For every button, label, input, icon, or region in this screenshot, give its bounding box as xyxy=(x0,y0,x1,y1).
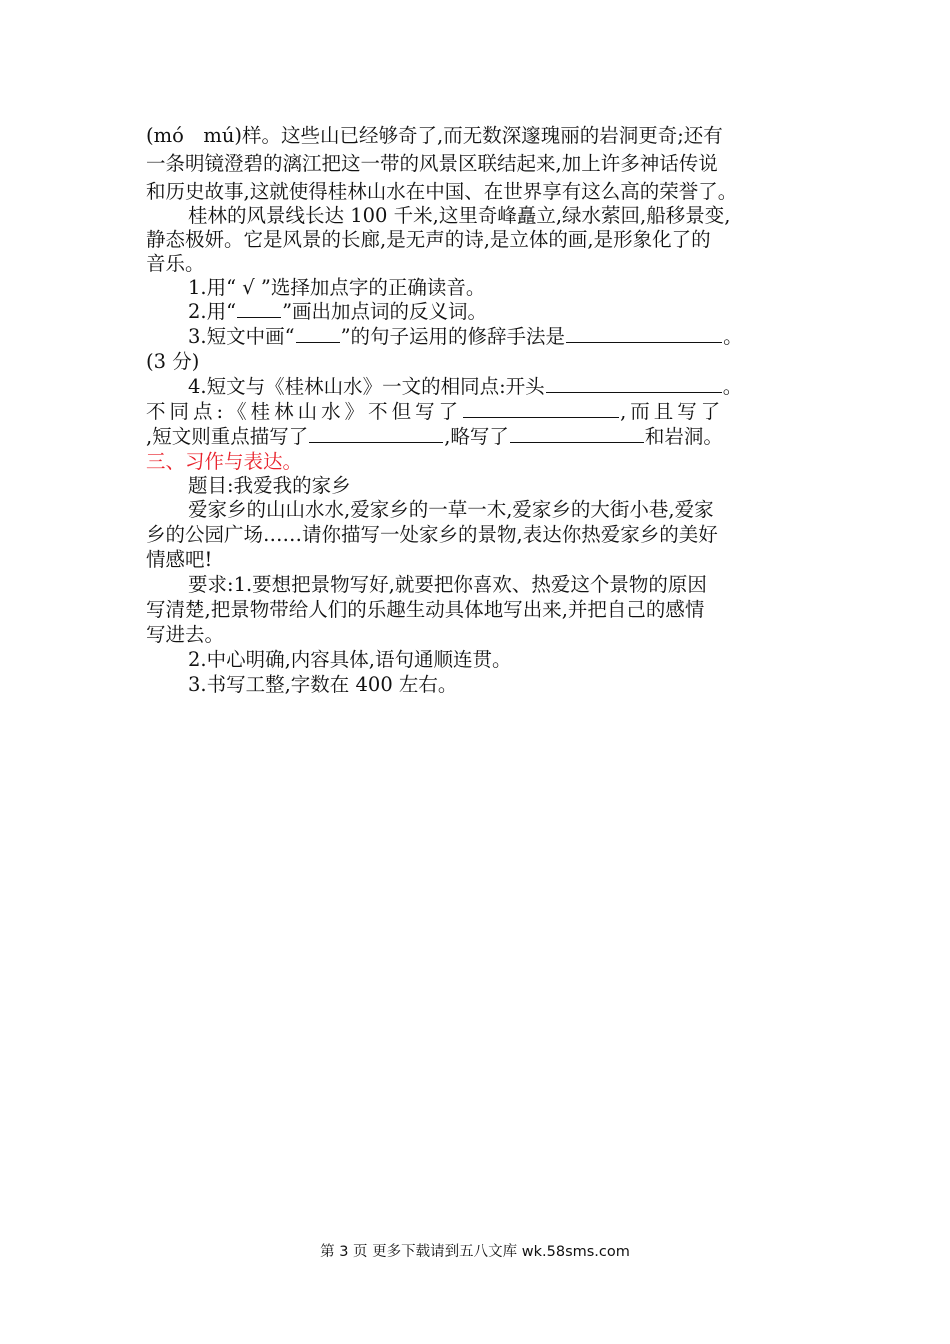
question-3-score: (3 分) xyxy=(146,350,200,373)
passage-line: 和历史故事,这就使得桂林山水在中国、在世界享有这么高的荣誉了。 xyxy=(146,180,738,203)
question-3-text-b: ”的句子运用的修辞手法是 xyxy=(340,325,566,348)
question-4-text-d: ,而且写了 xyxy=(620,400,725,423)
requirement-line: 写清楚,把景物带给人们的乐趣生动具体地写出来,并把自己的感情 xyxy=(146,598,705,621)
question-2-text-b: ”画出加点词的反义词。 xyxy=(282,300,488,323)
question-4-line3 xyxy=(146,423,816,451)
question-2 xyxy=(188,298,816,326)
question-3-text-c: 。 xyxy=(723,325,743,348)
question-3 xyxy=(188,323,828,351)
underline-mark xyxy=(296,323,340,343)
question-2-text-a: 2.用“ xyxy=(188,300,237,323)
section-heading: 三、习作与表达。 xyxy=(146,450,303,473)
question-4-line2 xyxy=(146,398,816,426)
passage-line: 静态极妍。它是风景的长廊,是无声的诗,是立体的画,是形象化了的 xyxy=(146,228,711,251)
essay-title: 题目:我爱我的家乡 xyxy=(188,474,351,497)
question-4-text-f: ,略写了 xyxy=(444,425,509,448)
requirement-line: 要求:1.要想把景物写好,就要把你喜欢、热爱这个景物的原因 xyxy=(188,573,707,596)
requirement-3: 3.书写工整,字数在 400 左右。 xyxy=(188,673,458,696)
question-4-text-g: 和岩洞。 xyxy=(644,425,723,448)
prompt-line: 乡的公园广场……请你描写一处家乡的景物,表达你热爱家乡的美好 xyxy=(146,523,718,546)
question-3-text-a: 3.短文中画“ xyxy=(188,325,295,348)
passage-line: (mó mú)样。这些山已经够奇了,而无数深邃瑰丽的岩洞更奇;还有 xyxy=(146,124,723,147)
question-4 xyxy=(188,373,816,401)
answer-blank[interactable] xyxy=(463,398,619,418)
prompt-line: 情感吧! xyxy=(146,548,213,571)
answer-blank[interactable] xyxy=(546,373,722,393)
prompt-line: 爱家乡的山山水水,爱家乡的一草一木,爱家乡的大街小巷,爱家 xyxy=(188,498,714,521)
requirement-line: 写进去。 xyxy=(146,623,225,646)
question-4-text-c: 不同点:《桂林山水》不但写了 xyxy=(146,400,463,423)
question-1: 1.用“ √ ”选择加点字的正确读音。 xyxy=(188,276,486,299)
answer-blank[interactable] xyxy=(566,323,722,343)
question-4-text-b: 。 xyxy=(722,375,743,398)
page-footer: 第 3 页 更多下载请到五八文库 wk.58sms.com xyxy=(320,1244,630,1260)
passage-line: 一条明镜澄碧的漓江把这一带的风景区联结起来,加上许多神话传说 xyxy=(146,152,718,175)
answer-blank[interactable] xyxy=(309,423,443,443)
requirement-2: 2.中心明确,内容具体,语句通顺连贯。 xyxy=(188,648,512,671)
passage-line: 桂林的风景线长达 100 千米,这里奇峰矗立,绿水萦回,船移景变, xyxy=(188,204,731,227)
underline-mark xyxy=(237,298,281,318)
passage-line: 音乐。 xyxy=(146,252,205,275)
question-4-text-e: ,短文则重点描写了 xyxy=(146,425,309,448)
question-4-text-a: 4.短文与《桂林山水》一文的相同点:开头 xyxy=(188,375,545,398)
answer-blank[interactable] xyxy=(510,423,644,443)
